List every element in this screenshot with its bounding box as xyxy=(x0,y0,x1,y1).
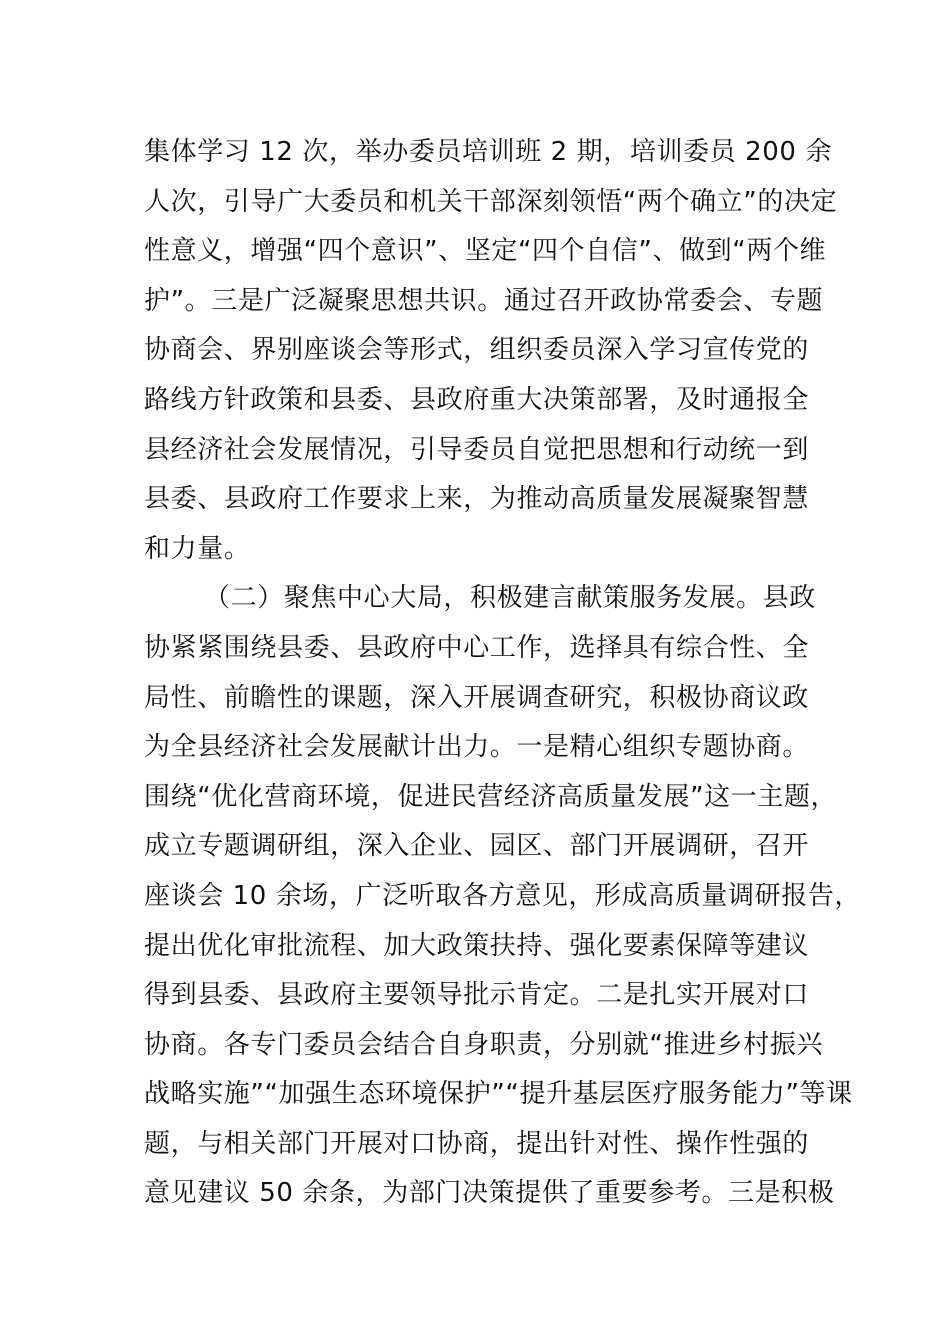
text-line: 集体学习 12 次，举办委员培训班 2 期，培训委员 200 余 xyxy=(144,137,833,167)
text-line: 性意义，增强“四个意识”、坚定“四个自信”、做到“两个维 xyxy=(144,236,827,267)
text-line: 围绕“优化营商环境，促进民营经济高质量发展”这一主题， xyxy=(144,781,838,812)
text-line: 县委、县政府工作要求上来，为推动高质量发展凝聚智慧 xyxy=(144,484,810,515)
text-line: 路线方针政策和县委、县政府重大决策部署，及时通报全 xyxy=(144,384,810,415)
text-line: 协紧紧围绕县委、县政府中心工作，选择具有综合性、全 xyxy=(144,632,810,663)
text-line: 座谈会 10 余场，广泛听取各方意见，形成高质量调研报告， xyxy=(144,880,862,911)
text-line: 得到县委、县政府主要领导批示肯定。二是扎实开展对口 xyxy=(144,980,810,1011)
text-line: 意见建议 50 余条，为部门决策提供了重要参考。三是积极 xyxy=(144,1178,835,1209)
section-heading-line: （二）聚焦中心大局，积极建言献策服务发展。县政 xyxy=(204,583,816,614)
text-line: 成立专题调研组，深入企业、园区、部门开展调研，召开 xyxy=(144,831,810,862)
text-line: 局性、前瞻性的课题，深入开展调查研究，积极协商议政 xyxy=(144,682,810,713)
body-text xyxy=(144,128,862,1219)
text-line: 和力量。 xyxy=(144,533,251,564)
text-line: 提出优化审批流程、加大政策扶持、强化要素保障等建议 xyxy=(144,930,810,961)
text-line: 题，与相关部门开展对口协商，提出针对性、操作性强的 xyxy=(144,1128,810,1159)
text-line: 县经济社会发展情况，引导委员自觉把思想和行动统一到 xyxy=(144,434,810,465)
text-line: 协商会、界别座谈会等形式，组织委员深入学习宣传党的 xyxy=(144,335,810,366)
text-line: 为全县经济社会发展献计出力。一是精心组织专题协商。 xyxy=(144,732,810,763)
text-line: 协商。各专门委员会结合自身职责，分别就“推进乡村振兴 xyxy=(144,1029,824,1060)
text-line: 战略实施”“加强生态环境保护”“提升基层医疗服务能力”等课 xyxy=(144,1079,853,1110)
text-line: 人次，引导广大委员和机关干部深刻领悟“两个确立”的决定 xyxy=(144,186,838,217)
text-line: 护”。三是广泛凝聚思想共识。通过召开政协常委会、专题 xyxy=(144,285,824,316)
